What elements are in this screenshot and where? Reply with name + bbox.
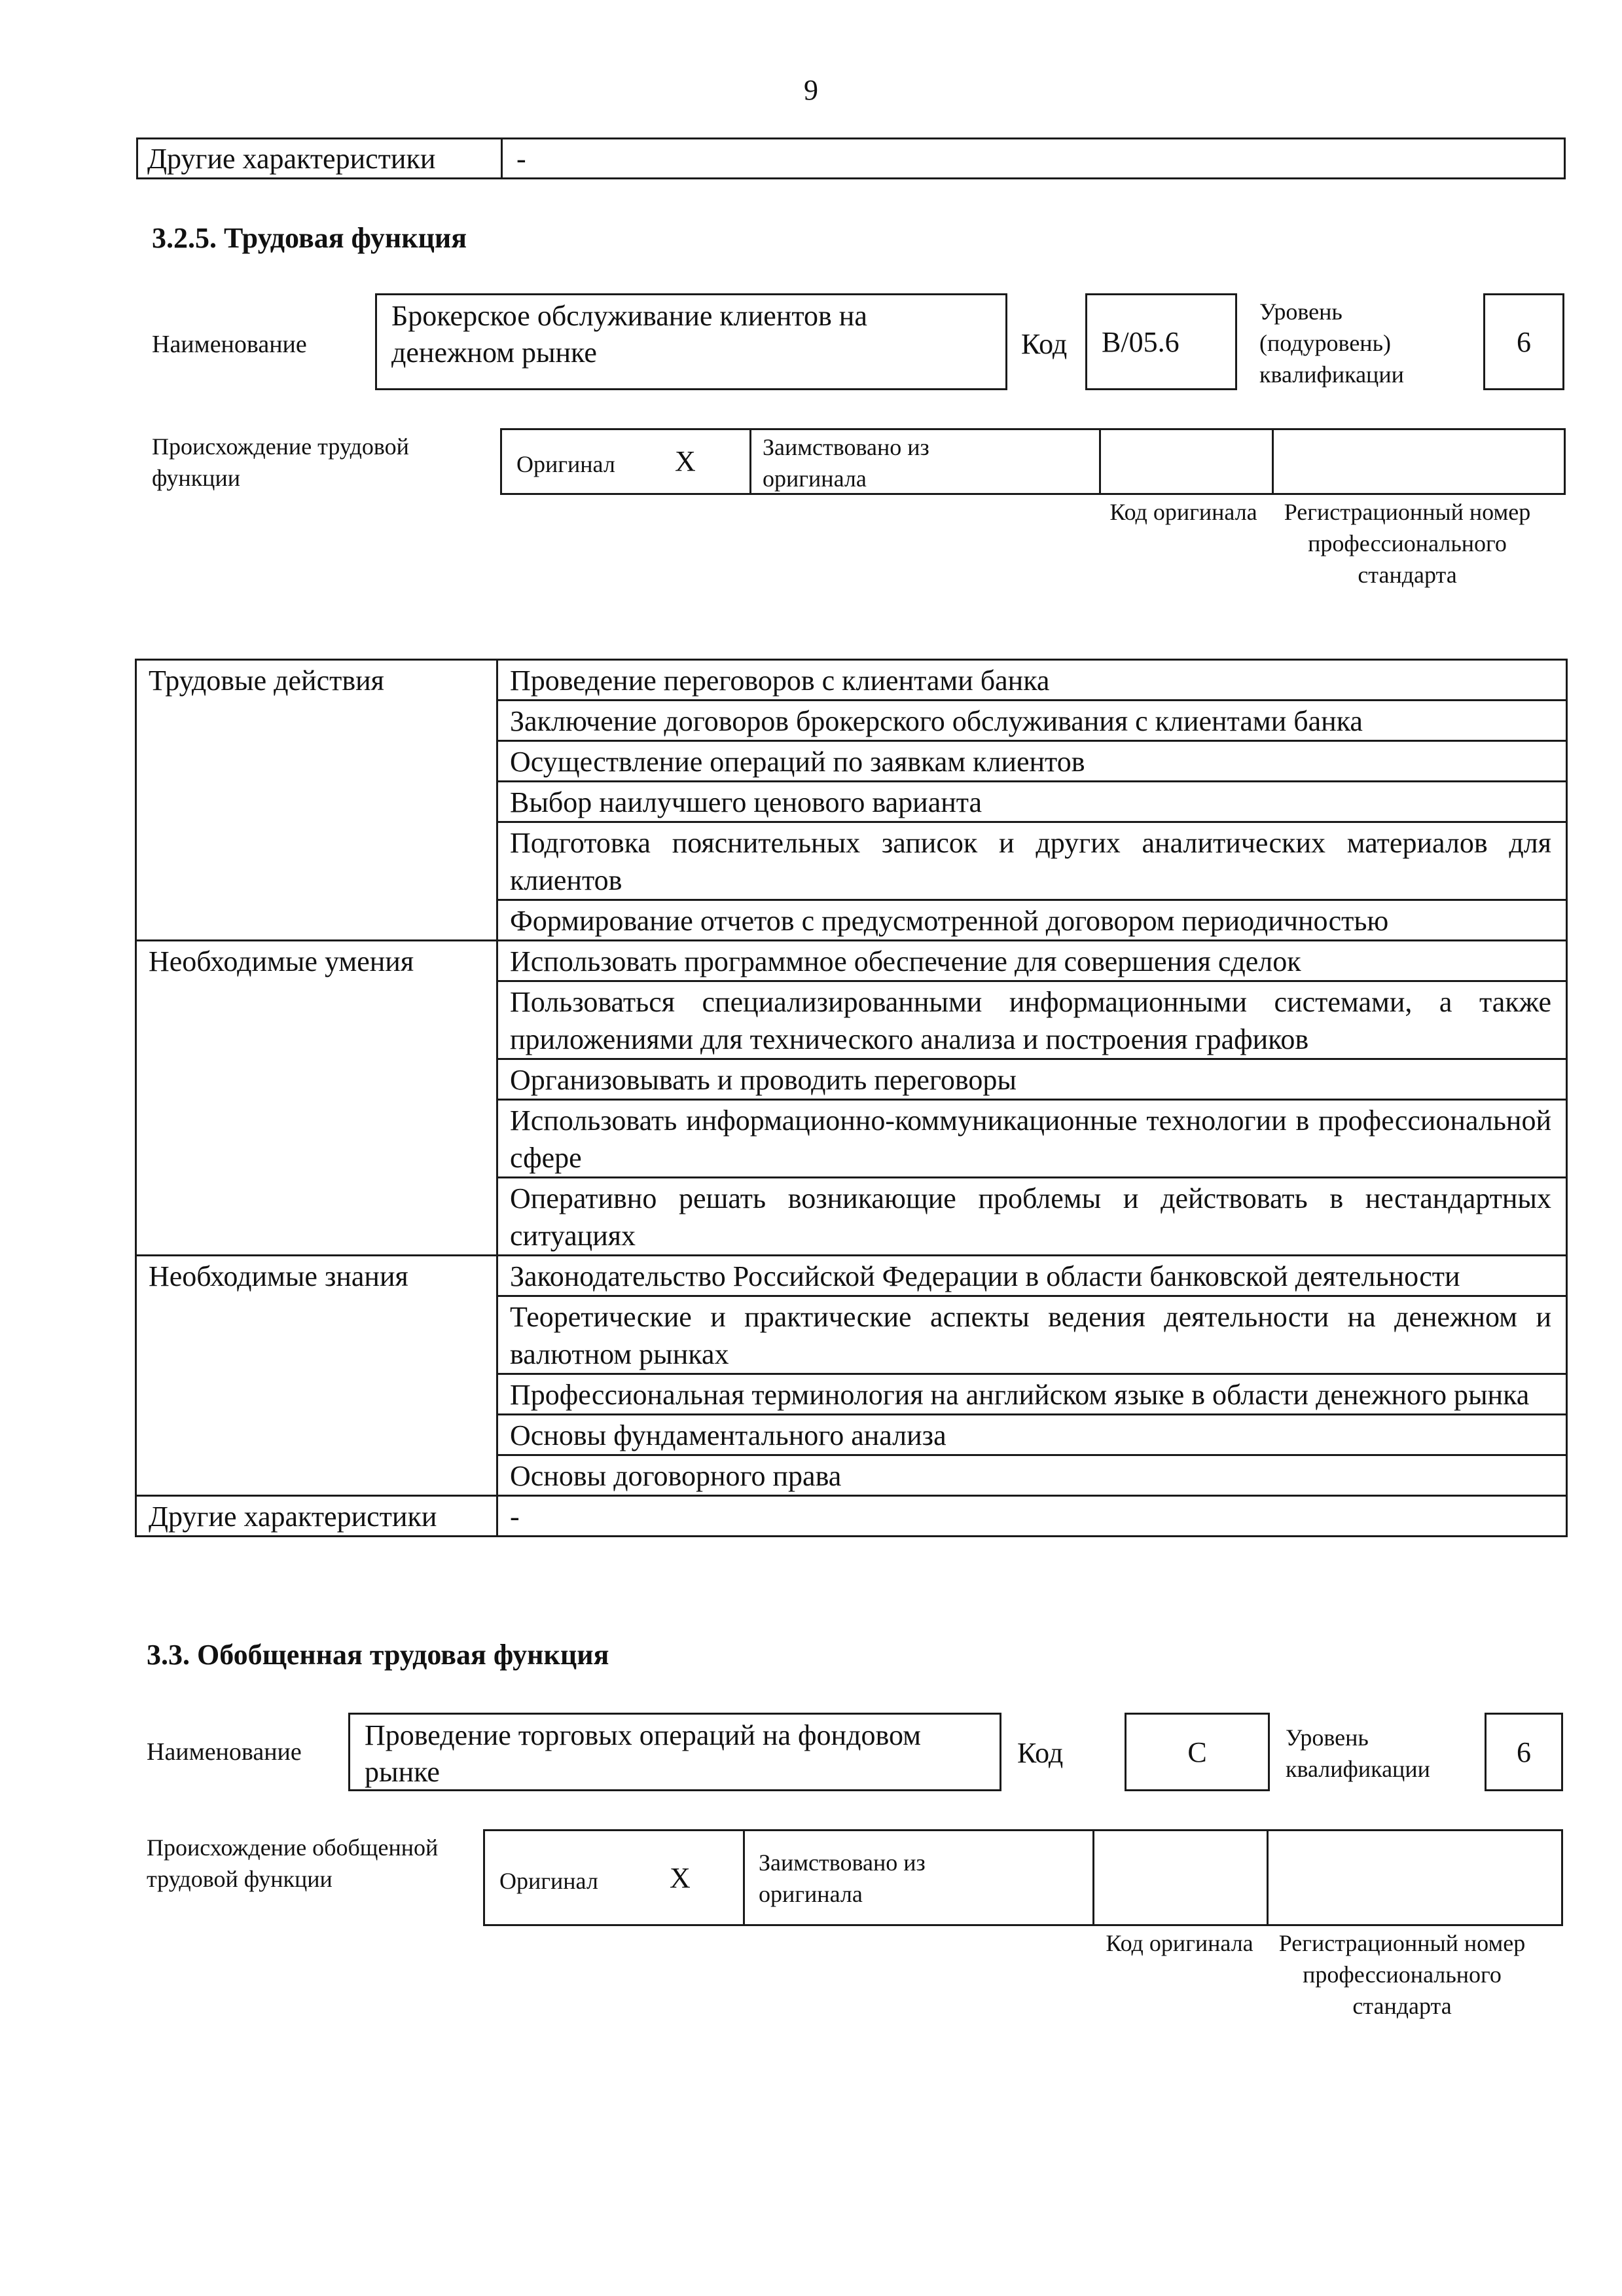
s325-borrowed-label: Заимствовано из оригинала [763,434,929,492]
table-cell: Организовывать и проводить переговоры [497,1059,1567,1100]
table-cell: Формирование отчетов с предусмотренной договором периодичностью [497,900,1567,941]
s33-level-value: 6 [1517,1736,1531,1768]
table-cell: Законодательство Российской Федерации в области банковской деятельности [497,1256,1567,1296]
s325-code-value: B/05.6 [1102,326,1180,358]
table-cell: Осуществление операций по заявкам клиентов [497,741,1567,782]
group-label-skills: Необходимые умения [136,941,497,981]
s325-origin-box [500,428,1566,495]
table-row [136,822,1567,900]
table-row [136,981,1567,1059]
s325-original-mark: X [675,445,696,477]
s325-level-box [1483,293,1564,390]
s33-code-value: C [1187,1736,1207,1768]
table-row [136,1296,1567,1374]
table-row [136,741,1567,782]
table-cell: Подготовка пояснительных записок и других аналитических материалов для клиентов [497,822,1567,900]
s33-borrowed-label: Заимствовано из оригинала [759,1850,926,1907]
table-cell: Оперативно решать возникающие проблемы и действовать в нестандартных ситуациях [497,1178,1567,1256]
table-row [136,1455,1567,1496]
s325-reg-caption: Регистрационный номер профессионального стандарта [1284,499,1531,588]
s33-code-orig-caption: Код оригинала [1106,1930,1253,1956]
s325-code-orig-caption: Код оригинала [1109,499,1257,525]
section-325-heading: 3.2.5. Трудовая функция [152,222,467,254]
s325-code-label: Код [1021,328,1068,360]
s325-code-box [1085,293,1237,390]
table-cell: Теоретические и практические аспекты ведения деятельности на денежном и валютном рынках [497,1296,1567,1374]
table-row [136,782,1567,822]
work-function-table [135,659,1568,1537]
table-cell: Использовать программное обеспечение для совершения сделок [497,941,1567,981]
page-number: 9 [804,74,818,106]
table-cell: Пользоваться специализированными информационными системами, а также приложениями для технического анализа и построения графиков [497,981,1567,1059]
s33-name-value: Проведение торговых операций на фондовом рынке [365,1719,921,1788]
top-other-value: - [516,143,526,175]
s33-original-mark: X [670,1862,691,1894]
s33-origin-box [483,1829,1563,1926]
table-row [136,701,1567,741]
group-label-other: Другие характеристики [136,1496,497,1537]
s325-original-label: Оригинал [516,451,615,477]
s33-level-box [1485,1713,1563,1791]
table-cell: - [497,1496,1567,1537]
table-row [136,1415,1567,1455]
s33-level-label: Уровень квалификации [1286,1724,1430,1782]
s33-code-box [1125,1713,1270,1791]
table-cell: Профессиональная терминология на английском языке в области денежного рынка [497,1374,1567,1415]
s325-name-box [375,293,1007,390]
group-label-knowledge: Необходимые знания [136,1256,497,1296]
table-row [136,660,1567,701]
table-row [136,1496,1567,1537]
table-row [136,1100,1567,1178]
s33-code-label: Код [1017,1737,1064,1769]
s33-original-label: Оригинал [499,1868,598,1894]
s325-level-value: 6 [1517,326,1531,358]
table-row [136,1256,1567,1296]
table-row [136,1059,1567,1100]
top-other-row [136,137,1566,179]
table-cell: Проведение переговоров с клиентами банка [497,660,1567,701]
s325-level-label: Уровень (подуровень) квалификации [1259,299,1404,388]
top-other-label: Другие характеристики [147,143,436,175]
s33-origin-label: Происхождение обобщенной трудовой функции [147,1834,439,1892]
table-cell: Заключение договоров брокерского обслуживания с клиентами банка [497,701,1567,741]
table-row [136,1178,1567,1256]
group-label-actions: Трудовые действия [136,660,497,701]
s33-reg-caption: Регистрационный номер профессионального стандарта [1278,1930,1526,2019]
s325-name-label: Наименование [152,331,307,358]
table-cell: Основы договорного права [497,1455,1567,1496]
table-row [136,900,1567,941]
s33-name-label: Наименование [147,1738,302,1766]
table-cell: Выбор наилучшего ценового варианта [497,782,1567,822]
table-row [136,1374,1567,1415]
s325-name-value: Брокерское обслуживание клиентов на денежном рынке [391,300,867,369]
s325-origin-label: Происхождение трудовой функции [152,433,409,491]
s33-name-box [348,1713,1001,1791]
table-cell: Использовать информационно-коммуникационные технологии в профессиональной сфере [497,1100,1567,1178]
table-cell: Основы фундаментального анализа [497,1415,1567,1455]
table-row [136,941,1567,981]
section-33-heading: 3.3. Обобщенная трудовая функция [147,1639,609,1671]
